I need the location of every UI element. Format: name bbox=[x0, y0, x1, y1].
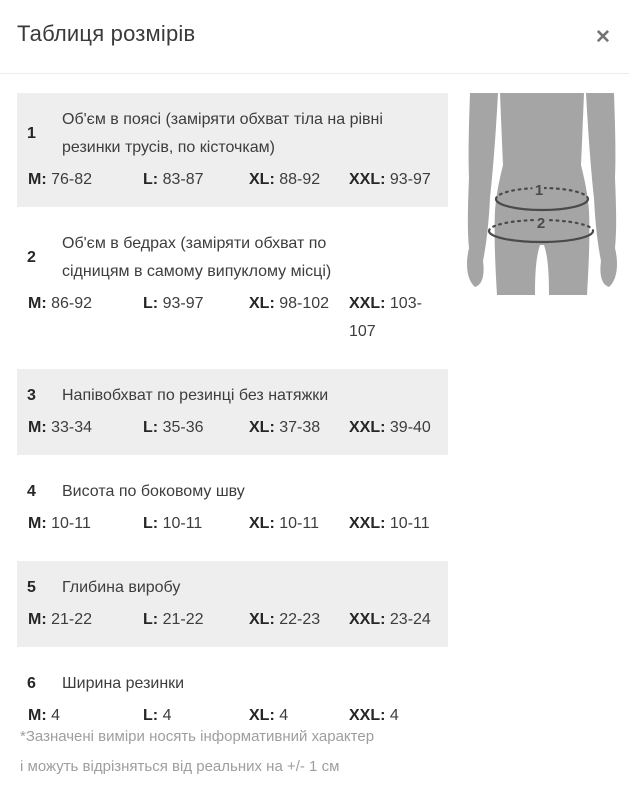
size-cell bbox=[349, 290, 438, 346]
size-value: 10-11 bbox=[279, 515, 319, 532]
size-cell bbox=[28, 414, 143, 442]
size-label: XL: bbox=[249, 611, 275, 628]
size-value: 93-97 bbox=[389, 171, 431, 188]
header-divider bbox=[0, 73, 629, 74]
footnote-line: *Зазначені виміри носять інформативний характер bbox=[20, 728, 375, 745]
size-label: M: bbox=[28, 295, 47, 312]
size-row-2 bbox=[17, 217, 448, 359]
size-cell bbox=[143, 606, 249, 634]
size-cell bbox=[28, 510, 143, 538]
size-label: L: bbox=[143, 707, 159, 724]
size-value: 21-22 bbox=[51, 611, 93, 628]
size-value: 23-24 bbox=[389, 611, 431, 628]
size-label: XL: bbox=[249, 515, 275, 532]
size-row-3 bbox=[17, 369, 448, 455]
size-label: XXL: bbox=[349, 171, 386, 188]
size-row-4 bbox=[17, 465, 448, 551]
size-value: 103-107 bbox=[349, 295, 422, 340]
size-cell bbox=[249, 290, 349, 346]
row-number: 3 bbox=[27, 387, 36, 404]
size-label: XL: bbox=[249, 171, 275, 188]
size-label: M: bbox=[28, 707, 47, 724]
size-value: 10-11 bbox=[389, 515, 430, 532]
row-values bbox=[27, 166, 438, 194]
row-description: Об'єм в поясі (заміряти обхват тіла на рівні резинки трусів, по кісточкам) bbox=[62, 111, 383, 156]
size-label: XXL: bbox=[349, 295, 386, 312]
row-number: 5 bbox=[27, 579, 36, 596]
row-values bbox=[27, 606, 438, 634]
size-cell bbox=[249, 166, 349, 194]
size-label: M: bbox=[28, 171, 47, 188]
size-value: 21-22 bbox=[162, 611, 204, 628]
size-label: L: bbox=[143, 611, 159, 628]
size-label: XL: bbox=[249, 419, 275, 436]
row-values bbox=[27, 414, 438, 442]
modal-header bbox=[0, 0, 629, 47]
size-cell bbox=[28, 606, 143, 634]
size-label: XXL: bbox=[349, 707, 386, 724]
size-label: XL: bbox=[249, 707, 275, 724]
row-description: Ширина резинки bbox=[62, 675, 185, 692]
size-cell bbox=[349, 166, 438, 194]
size-value: 35-36 bbox=[162, 419, 204, 436]
size-label: XL: bbox=[249, 295, 275, 312]
size-label: M: bbox=[28, 419, 47, 436]
size-value: 88-92 bbox=[279, 171, 321, 188]
row-number: 2 bbox=[27, 249, 36, 266]
size-cell bbox=[143, 290, 249, 346]
row-values bbox=[27, 290, 438, 346]
close-button[interactable] bbox=[585, 22, 621, 54]
body-measurement-figure bbox=[455, 93, 629, 295]
row-number: 1 bbox=[27, 125, 36, 142]
size-value: 98-102 bbox=[279, 295, 330, 312]
body-figure-svg bbox=[455, 93, 629, 295]
size-value: 37-38 bbox=[279, 419, 321, 436]
size-value: 10-11 bbox=[162, 515, 203, 532]
size-value: 4 bbox=[162, 707, 172, 724]
size-cell bbox=[349, 414, 438, 442]
size-value: 4 bbox=[51, 707, 61, 724]
size-label: L: bbox=[143, 171, 159, 188]
size-cell bbox=[249, 510, 349, 538]
size-label: XXL: bbox=[349, 611, 386, 628]
size-cell bbox=[249, 606, 349, 634]
size-label: L: bbox=[143, 419, 159, 436]
size-cell bbox=[349, 510, 438, 538]
size-value: 22-23 bbox=[279, 611, 321, 628]
size-value: 10-11 bbox=[51, 515, 91, 532]
footnote-line: і можуть відрізняться від реальних на +/- 1 см bbox=[20, 758, 340, 775]
row-description: Висота по боковому шву bbox=[62, 483, 245, 500]
size-row-1 bbox=[17, 93, 448, 207]
size-label: L: bbox=[143, 515, 159, 532]
size-cell bbox=[349, 606, 438, 634]
row-number: 6 bbox=[27, 675, 36, 692]
hip-measure-label: 2 bbox=[536, 215, 546, 232]
size-cell bbox=[143, 414, 249, 442]
size-cell bbox=[143, 166, 249, 194]
close-icon: ✕ bbox=[595, 27, 611, 48]
size-value: 76-82 bbox=[51, 171, 93, 188]
row-description: Напівобхват по резинці без натяжки bbox=[62, 387, 329, 404]
size-label: XXL: bbox=[349, 515, 386, 532]
size-cell bbox=[28, 166, 143, 194]
size-value: 4 bbox=[279, 707, 289, 724]
waist-measure-label: 1 bbox=[534, 182, 544, 199]
page-title: Таблиця розмірів bbox=[17, 21, 196, 46]
left-arm-silhouette bbox=[467, 93, 498, 287]
right-arm-silhouette bbox=[586, 93, 617, 287]
row-description: Об'єм в бедрах (заміряти обхват по сідницям в самому випуклому місці) bbox=[62, 235, 332, 280]
row-description: Глибина виробу bbox=[62, 579, 181, 596]
size-value: 4 bbox=[389, 707, 399, 724]
size-label: XXL: bbox=[349, 419, 386, 436]
size-value: 93-97 bbox=[162, 295, 204, 312]
row-values bbox=[27, 510, 438, 538]
footnote bbox=[20, 722, 374, 782]
size-value: 33-34 bbox=[51, 419, 93, 436]
size-value: 86-92 bbox=[51, 295, 93, 312]
size-cell bbox=[28, 290, 143, 346]
size-value: 83-87 bbox=[162, 171, 204, 188]
size-label: L: bbox=[143, 295, 159, 312]
row-number: 4 bbox=[27, 483, 36, 500]
size-cell bbox=[249, 414, 349, 442]
size-value: 39-40 bbox=[389, 419, 431, 436]
size-row-5 bbox=[17, 561, 448, 647]
size-table bbox=[17, 93, 448, 753]
size-label: M: bbox=[28, 611, 47, 628]
size-label: M: bbox=[28, 515, 47, 532]
size-cell bbox=[143, 510, 249, 538]
